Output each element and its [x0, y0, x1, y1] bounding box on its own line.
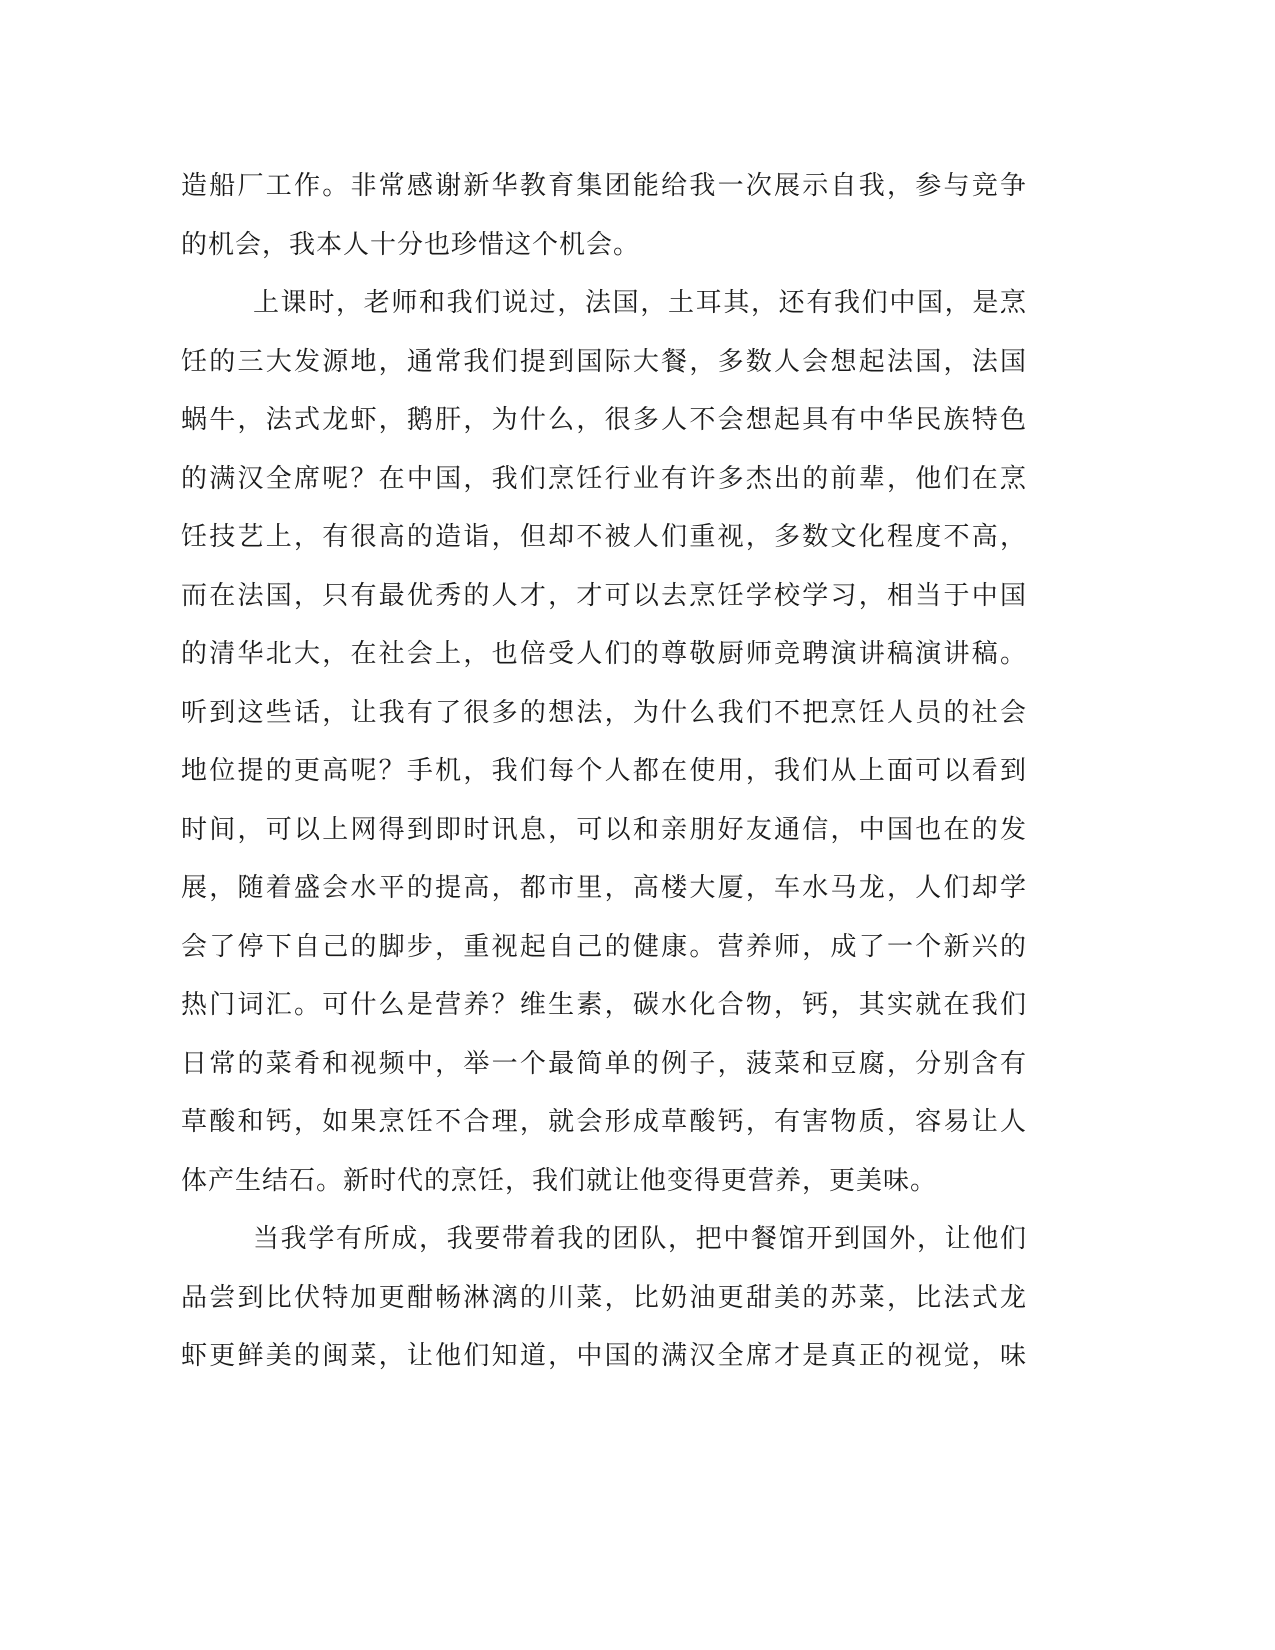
- text-line: 体产生结石。新时代的烹饪，我们就让他变得更营养，更美味。: [181, 1165, 938, 1196]
- paragraph-1: [181, 157, 1027, 274]
- text-line: 品尝到比伏特加更酣畅淋漓的川菜，比奶油更甜美的苏菜，比法式龙: [181, 1282, 1027, 1313]
- text-line: 展，随着盛会水平的提高，都市里，高楼大厦，车水马龙，人们却学: [181, 873, 1027, 903]
- text-line: 上课时，老师和我们说过，法国，土耳其，还有我们中国，是烹: [253, 288, 1027, 318]
- text-line: 虾更鲜美的闽菜，让他们知道，中国的满汉全席才是真正的视觉，味: [181, 1341, 1027, 1371]
- text-line: 的机会，我本人十分也珍惜这个机会。: [181, 229, 641, 260]
- text-line: 的满汉全席呢？在中国，我们烹饪行业有许多杰出的前辈，他们在烹: [181, 463, 1027, 494]
- text-line: 造船厂工作。非常感谢新华教育集团能给我一次展示自我，参与竞争: [181, 171, 1027, 201]
- text-line: 听到这些话，让我有了很多的想法，为什么我们不把烹饪人员的社会: [181, 697, 1027, 728]
- text-line: 饪技艺上，有很高的造诣，但却不被人们重视，多数文化程度不高，: [181, 522, 1027, 552]
- text-line: 时间，可以上网得到即时讯息，可以和亲朋好友通信，中国也在的发: [181, 814, 1027, 845]
- paragraph-3: [181, 1210, 1027, 1386]
- text-line: 而在法国，只有最优秀的人才，才可以去烹饪学校学习，相当于中国: [181, 580, 1027, 611]
- paragraph-2: [181, 274, 1027, 1210]
- text-line: 饪的三大发源地，通常我们提到国际大餐，多数人会想起法国，法国: [181, 346, 1027, 377]
- text-line: 日常的菜肴和视频中，举一个最简单的例子，菠菜和豆腐，分别含有: [181, 1048, 1027, 1079]
- text-line: 地位提的更高呢？手机，我们每个人都在使用，我们从上面可以看到: [181, 756, 1027, 786]
- text-line: 热门词汇。可什么是营养？维生素，碳水化合物，钙，其实就在我们: [181, 990, 1027, 1020]
- body-text: [181, 157, 1027, 1386]
- text-line: 的清华北大，在社会上，也倍受人们的尊敬厨师竞聘演讲稿演讲稿。: [181, 639, 1027, 669]
- text-line: 当我学有所成，我要带着我的团队，把中餐馆开到国外，让他们: [253, 1224, 1027, 1254]
- text-line: 草酸和钙，如果烹饪不合理，就会形成草酸钙，有害物质，容易让人: [181, 1107, 1027, 1137]
- text-line: 会了停下自己的脚步，重视起自己的健康。营养师，成了一个新兴的: [181, 931, 1027, 962]
- text-line: 蜗牛，法式龙虾，鹅肝，为什么，很多人不会想起具有中华民族特色: [181, 405, 1027, 435]
